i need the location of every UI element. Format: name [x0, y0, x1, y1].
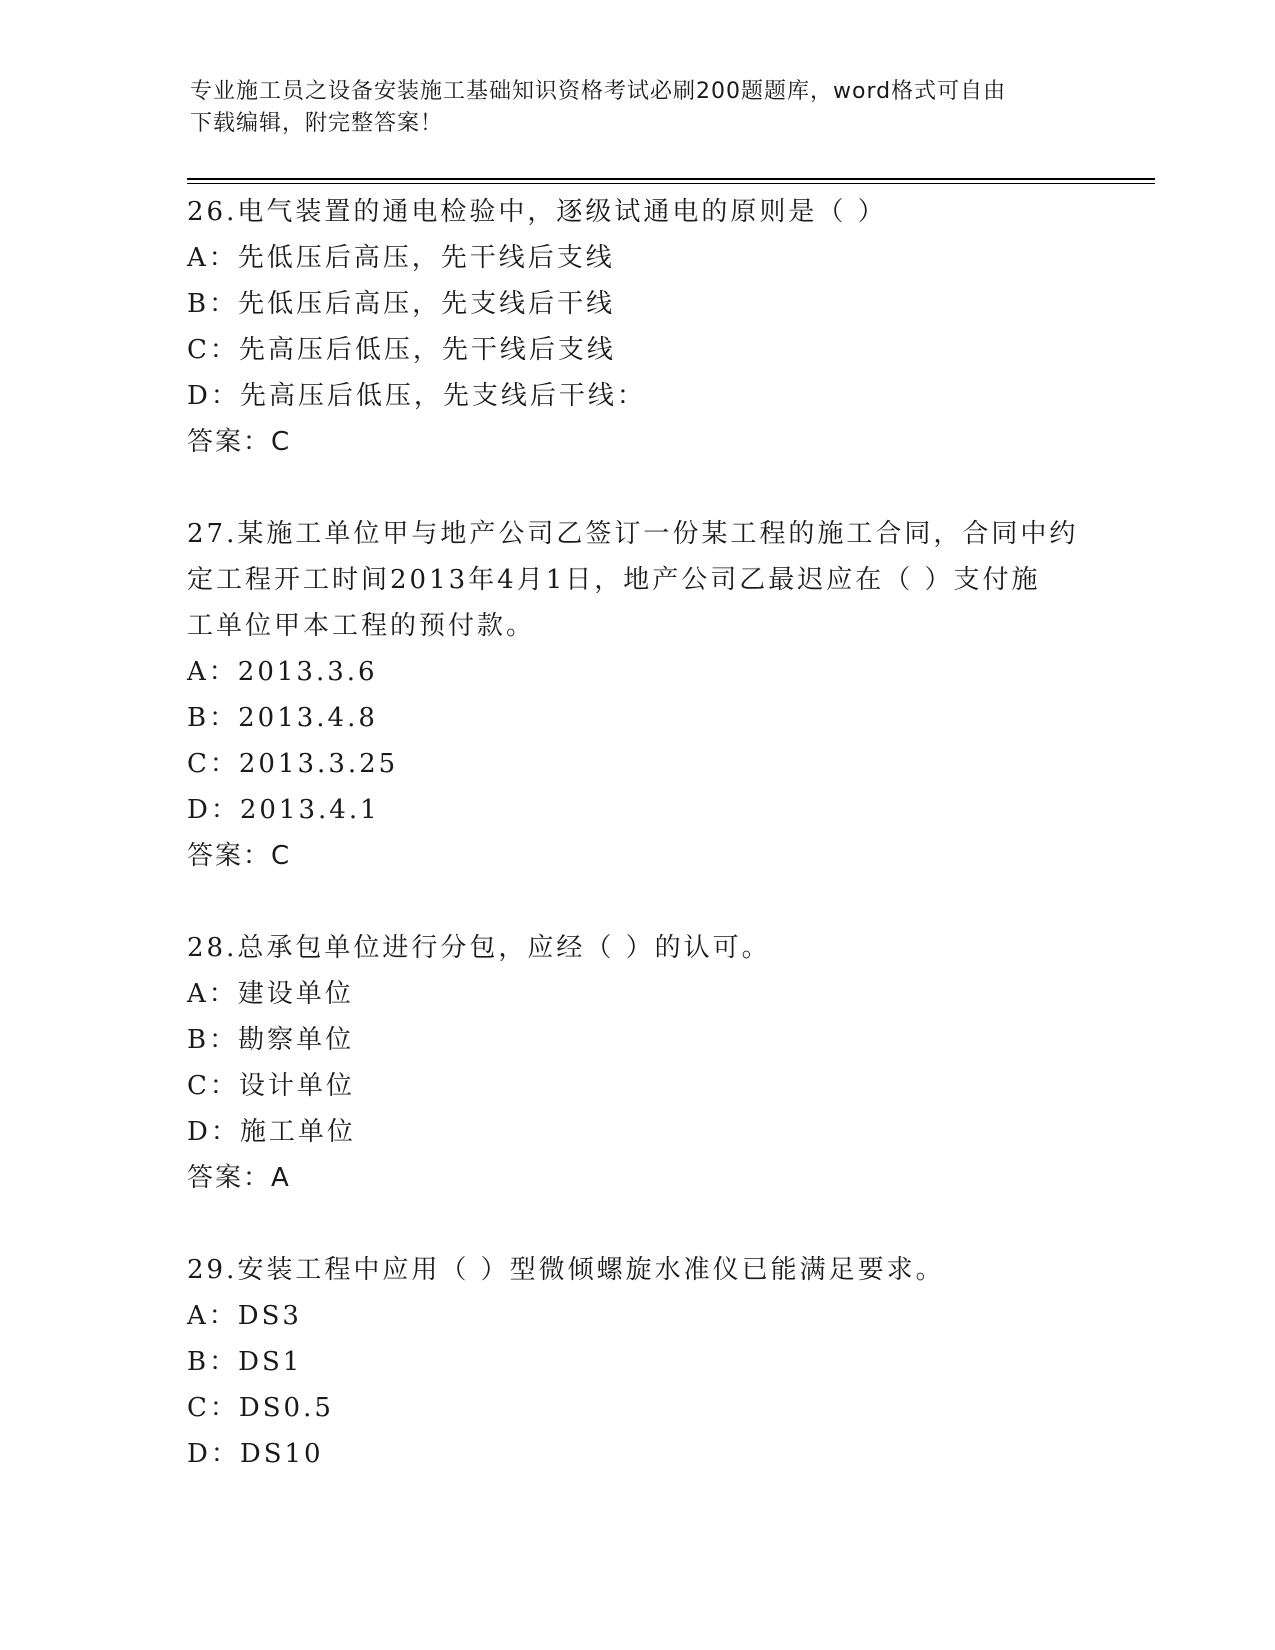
option-a: A：DS3	[187, 1301, 302, 1331]
option-c: C：先高压后低压，先干线后支线	[187, 335, 616, 365]
header-divider-thin	[187, 183, 1155, 184]
option-c: C：设计单位	[187, 1071, 355, 1101]
option-b: B：2013.4.8	[187, 703, 378, 733]
option-a: A：建设单位	[187, 979, 354, 1009]
question-stem: 27.某施工单位甲与地产公司乙签订一份某工程的施工合同，合同中约	[187, 519, 1079, 549]
question-stem: 28.总承包单位进行分包，应经（ ）的认可。	[187, 933, 771, 963]
question-stem: 26.电气装置的通电检验中，逐级试通电的原则是（ ）	[187, 197, 887, 227]
question-28	[187, 925, 1087, 1201]
question-stem: 定工程开工时间2013年4月1日，地产公司乙最迟应在（ ）支付施	[187, 565, 1041, 595]
question-stem: 29.安装工程中应用（ ）型微倾螺旋水准仪已能满足要求。	[187, 1255, 945, 1285]
option-a: A：先低压后高压，先干线后支线	[187, 243, 615, 273]
option-d: D：DS10	[187, 1439, 324, 1469]
question-stem: 工单位甲本工程的预付款。	[187, 611, 536, 641]
header-divider-thick	[187, 178, 1155, 180]
spacer	[187, 879, 1087, 925]
option-d: D：先高压后低压，先支线后干线：	[187, 381, 646, 411]
option-c: C：2013.3.25	[187, 749, 399, 779]
option-c: C：DS0.5	[187, 1393, 334, 1423]
header-line-2: 下载编辑，附完整答案！	[190, 111, 444, 136]
option-a: A：2013.3.6	[187, 657, 378, 687]
question-list	[187, 189, 1087, 1477]
document-header	[190, 76, 1090, 140]
answer: 答案：A	[187, 1163, 291, 1193]
option-b: B：先低压后高压，先支线后干线	[187, 289, 616, 319]
option-d: D：施工单位	[187, 1117, 356, 1147]
spacer	[187, 465, 1087, 511]
answer: 答案：C	[187, 427, 292, 457]
header-line-1: 专业施工员之设备安装施工基础知识资格考试必刷200题题库，word格式可自由	[190, 79, 1007, 104]
option-b: B：勘察单位	[187, 1025, 355, 1055]
option-b: B：DS1	[187, 1347, 303, 1377]
question-29	[187, 1247, 1087, 1477]
question-26	[187, 189, 1087, 465]
option-d: D：2013.4.1	[187, 795, 380, 825]
answer: 答案：C	[187, 841, 292, 871]
question-27	[187, 511, 1087, 879]
spacer	[187, 1201, 1087, 1247]
